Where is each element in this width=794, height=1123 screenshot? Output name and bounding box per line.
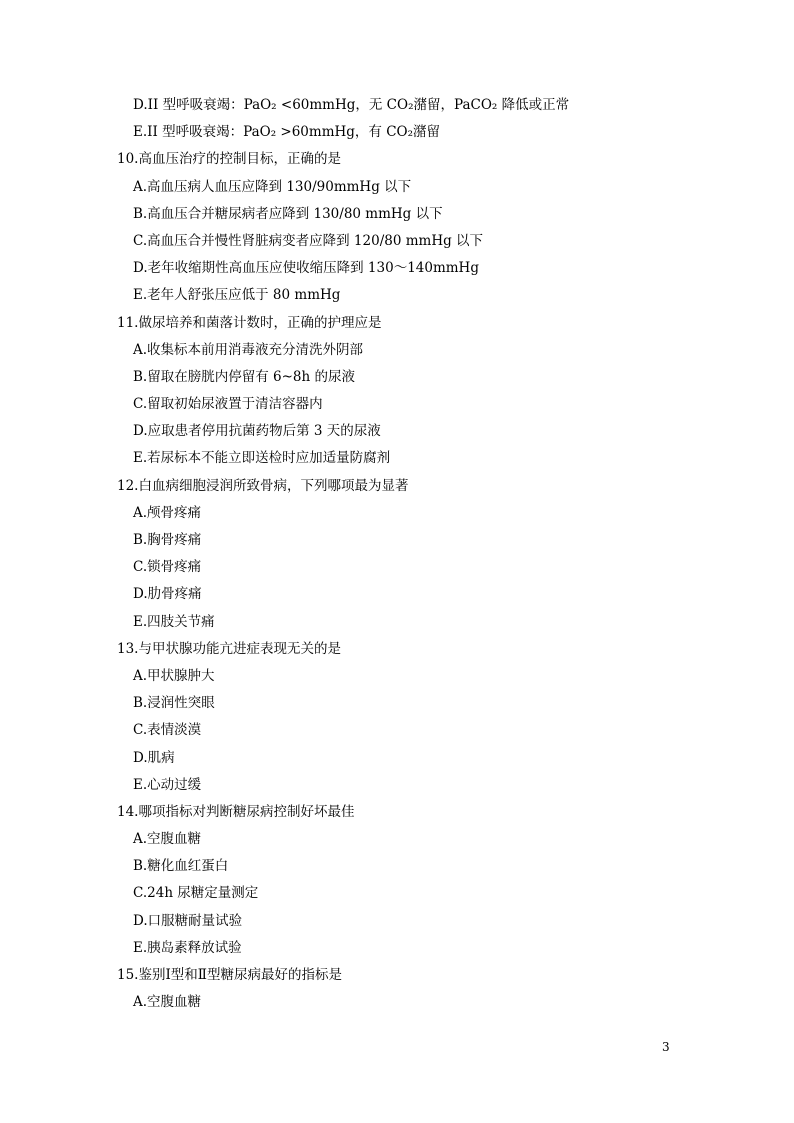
page-number: 3 [662, 1040, 670, 1054]
answer-option: C.留取初始尿液置于清洁容器内 [133, 396, 323, 413]
answer-option: A.收集标本前用消毒液充分清洗外阴部 [133, 341, 364, 358]
answer-option: D.肌病 [133, 749, 175, 766]
answer-option: E.四肢关节痛 [133, 613, 215, 630]
answer-option: A.空腹血糖 [133, 994, 202, 1011]
answer-option: E.胰岛素释放试验 [133, 939, 242, 956]
answer-option: C.锁骨疼痛 [133, 559, 202, 576]
answer-option: B.糖化血红蛋白 [133, 858, 229, 875]
answer-option: B.浸润性突眼 [133, 695, 215, 712]
answer-option: B.胸骨疼痛 [133, 532, 202, 548]
answer-option: D.II 型呼吸衰竭：PaO₂ <60mmHg，无 CO₂潴留，PaCO₂ 降低或正常 [133, 97, 570, 113]
answer-option: E.老年人舒张压应低于 80 mmHg [133, 287, 341, 304]
answer-option: B.高血压合并糖尿病者应降到 130/80 mmHg 以下 [133, 205, 443, 222]
answer-option: A.颅骨疼痛 [133, 504, 202, 521]
answer-option: A.高血压病人血压应降到 130/90mmHg 以下 [133, 178, 412, 195]
question-stem: 14.哪项指标对判断糖尿病控制好坏最佳 [117, 803, 355, 820]
question-stem: 15.鉴别Ⅰ型和Ⅱ型糖尿病最好的指标是 [117, 967, 342, 983]
answer-option: E.II 型呼吸衰竭：PaO₂ >60mmHg，有 CO₂潴留 [133, 124, 441, 141]
answer-option: A.甲状腺肿大 [133, 667, 215, 684]
answer-option: C.表情淡漠 [133, 722, 202, 739]
answer-option: D.老年收缩期性高血压应使收缩压降到 130～140mmHg [133, 260, 479, 277]
question-stem: 13.与甲状腺功能亢进症表现无关的是 [117, 640, 341, 657]
answer-option: B.留取在膀胱内停留有 6~8h 的尿液 [133, 368, 355, 385]
question-list [117, 92, 717, 1016]
answer-option: E.心动过缓 [133, 776, 202, 793]
question-stem: 11.做尿培养和菌落计数时，正确的护理应是 [117, 314, 382, 331]
answer-option: D.口服糖耐量试验 [133, 912, 243, 929]
question-stem: 10.高血压治疗的控制目标，正确的是 [117, 151, 341, 168]
answer-option: E.若尿标本不能立即送检时应加适量防腐剂 [133, 450, 391, 467]
answer-option: C.24h 尿糖定量测定 [133, 885, 259, 902]
question-stem: 12.白血病细胞浸润所致骨病，下列哪项最为显著 [117, 477, 409, 494]
answer-option: A.空腹血糖 [133, 831, 202, 848]
answer-option: D.应取患者停用抗菌药物后第 3 天的尿液 [133, 423, 381, 440]
answer-option: D.肋骨疼痛 [133, 586, 202, 603]
answer-option: C.高血压合并慢性肾脏病变者应降到 120/80 mmHg 以下 [133, 232, 484, 249]
